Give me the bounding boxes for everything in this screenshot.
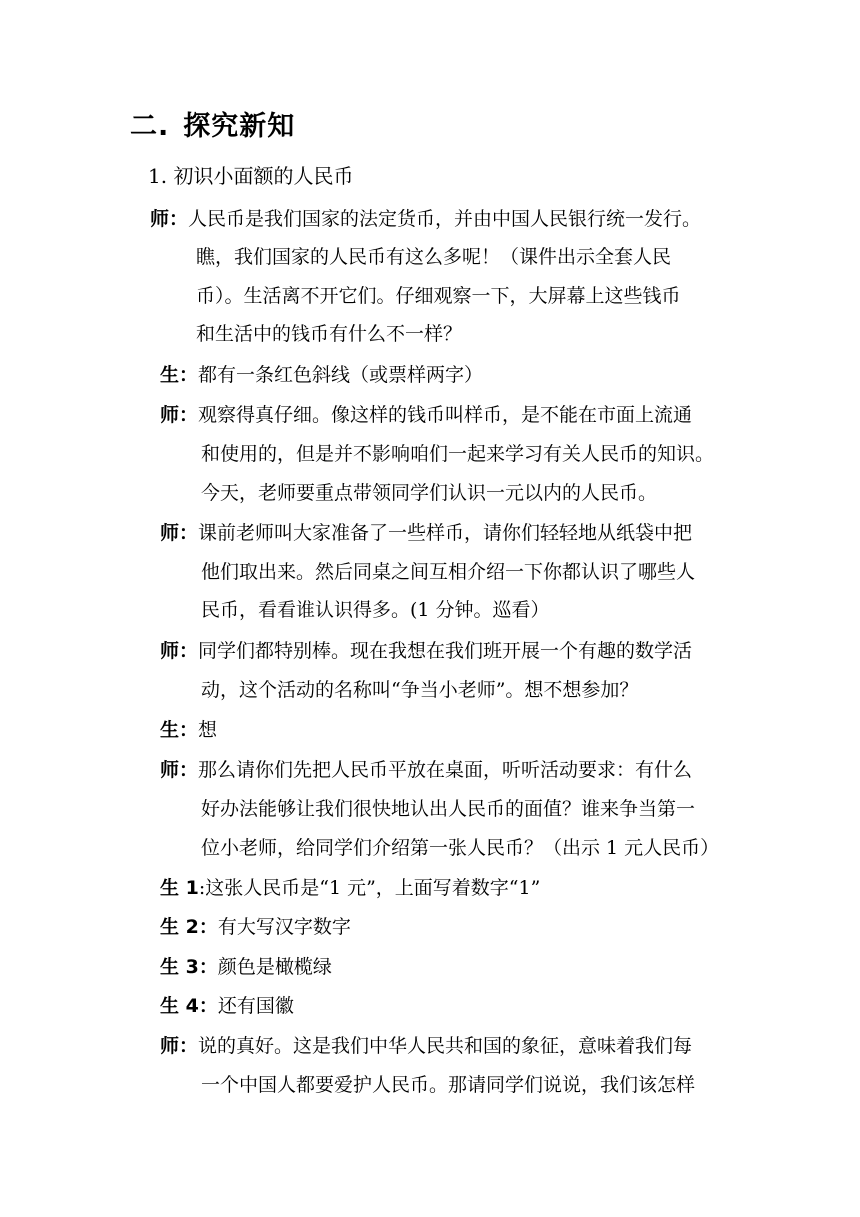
dialogue-line	[160, 757, 692, 783]
speaker-label: 师：	[160, 404, 199, 426]
dialogue-line	[160, 1033, 692, 1059]
dialogue-line	[160, 362, 483, 388]
speaker-label: 生 1	[160, 877, 199, 899]
speaker-label: 生：	[160, 719, 199, 741]
dialogue-line: 民币，看看谁认识得多。(1 分钟。巡看）	[201, 599, 550, 621]
speaker-label: 师：	[160, 759, 199, 781]
dialogue-line	[160, 914, 351, 940]
dialogue-text: 同学们都特别棒。现在我想在我们班开展一个有趣的数学活	[198, 640, 693, 662]
dialogue-text: 都有一条红色斜线（或票样两字）	[198, 364, 484, 386]
dialogue-line: 今天，老师要重点带领同学们认识一元以内的人民币。	[201, 482, 658, 504]
dialogue-line: 他们取出来。然后同桌之间互相介绍一下你都认识了哪些人	[201, 561, 696, 583]
dialogue-line: 瞧，我们国家的人民币有这么多呢！（课件出示全套人民	[196, 246, 672, 268]
dialogue-text: 颜色是橄榄绿	[217, 956, 332, 978]
dialogue-line	[160, 717, 217, 743]
dialogue-line: 和生活中的钱币有什么不一样？	[196, 323, 463, 345]
speaker-label: 生 3：	[160, 956, 218, 978]
speaker-label: 生 2：	[160, 916, 218, 938]
dialogue-line: 好办法能够让我们很快地认出人民币的面值？谁来争当第一	[201, 798, 696, 820]
dialogue-line	[150, 206, 701, 232]
dialogue-line: 动，这个活动的名称叫“争当小老师”。想不想参加？	[201, 679, 639, 701]
dialogue-text: 有大写汉字数字	[217, 916, 351, 938]
section-title: 探究新知	[183, 111, 296, 142]
subsection-heading: 1. 初识小面额的人民币	[148, 164, 354, 188]
dialogue-text: :这张人民币是“1 元”，上面写着数字“1”	[198, 877, 541, 899]
dialogue-line	[160, 402, 692, 428]
speaker-label: 师：	[150, 208, 189, 230]
dialogue-line	[160, 520, 692, 546]
dialogue-text: 观察得真仔细。像这样的钱币叫样币，是不能在市面上流通	[198, 404, 693, 426]
dialogue-text: 课前老师叫大家准备了一些样币，请你们轻轻地从纸袋中把	[198, 522, 693, 544]
speaker-label: 生 4：	[160, 995, 218, 1017]
dialogue-line: 和使用的，但是并不影响咱们一起来学习有关人民币的知识。	[201, 443, 715, 465]
speaker-label: 师：	[160, 1035, 199, 1057]
section-heading	[130, 104, 295, 143]
dialogue-line: 一个中国人都要爱护人民币。那请同学们说说，我们该怎样	[201, 1074, 696, 1096]
dialogue-text: 想	[198, 719, 218, 741]
dialogue-text: 人民币是我们国家的法定货币，并由中国人民银行统一发行。	[188, 208, 702, 230]
speaker-label: 生：	[160, 364, 199, 386]
speaker-label: 师：	[160, 640, 199, 662]
dialogue-text: 还有国徽	[217, 995, 294, 1017]
dialogue-line	[160, 954, 332, 980]
dialogue-line	[160, 993, 294, 1019]
dialogue-line: 位小老师，给同学们介绍第一张人民币？（出示 1 元人民币）	[201, 837, 720, 859]
dialogue-line	[160, 638, 692, 664]
dialogue-line	[160, 875, 540, 901]
dialogue-line: 币）。生活离不开它们。仔细观察一下，大屏幕上这些钱币	[196, 285, 681, 307]
dialogue-text: 那么请你们先把人民币平放在桌面，听听活动要求：有什么	[198, 759, 693, 781]
speaker-label: 师：	[160, 522, 199, 544]
section-number: 二.	[130, 111, 170, 142]
dialogue-text: 说的真好。这是我们中华人民共和国的象征，意味着我们每	[198, 1035, 693, 1057]
